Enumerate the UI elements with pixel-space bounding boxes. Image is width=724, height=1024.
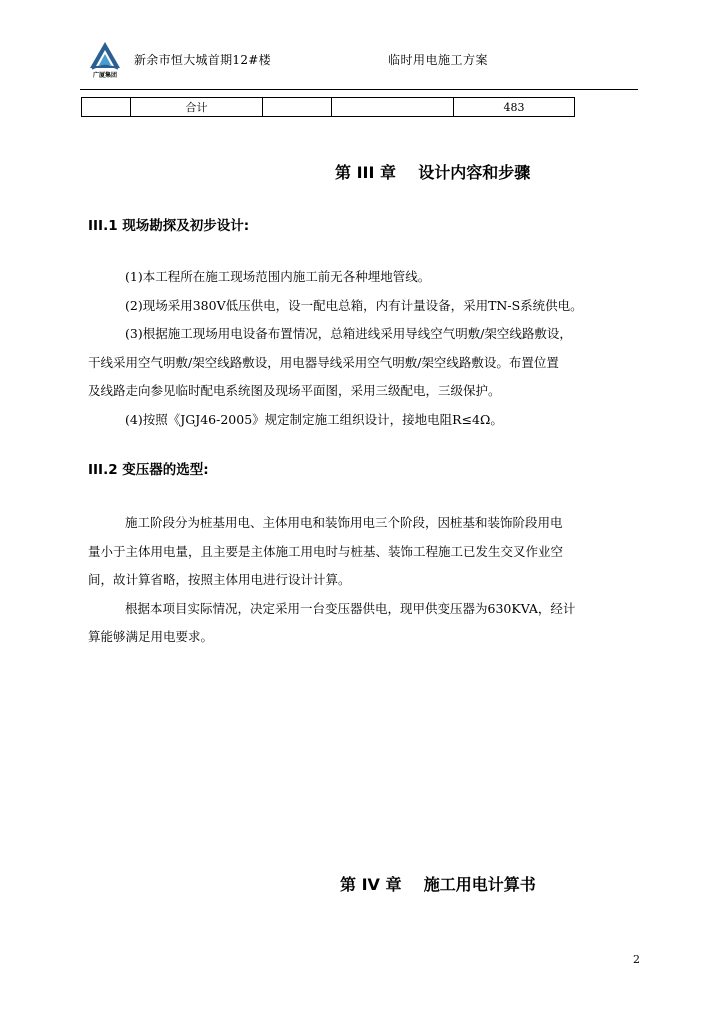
page-header bbox=[88, 38, 638, 90]
document-title: 临时用电施工方案 bbox=[388, 53, 489, 67]
section-3-2-heading: III.2 变压器的选型: bbox=[88, 462, 209, 478]
paragraph-line: 量小于主体用电量，且主要是主体施工用电时与桩基、装饰工程施工已发生交叉作业空 bbox=[88, 543, 564, 559]
paragraph-line: 施工阶段分为桩基用电、主体用电和装饰用电三个阶段，因桩基和装饰阶段用电 bbox=[125, 515, 563, 530]
chapter-4-heading bbox=[340, 872, 536, 895]
svg-text:广厦集团: 广厦集团 bbox=[92, 72, 118, 79]
page-number: 2 bbox=[633, 953, 640, 966]
table-cell-total-label: 合计 bbox=[131, 98, 263, 117]
paragraph-line: (4)按照《JGJ46-2005》规定制定施工组织设计，接地电阻R≤4Ω。 bbox=[125, 411, 503, 427]
company-logo bbox=[88, 40, 122, 82]
paragraph-line: 算能够满足用电要求。 bbox=[88, 629, 214, 644]
chapter-number: 第 IV 章 bbox=[340, 875, 402, 894]
table-cell bbox=[263, 98, 332, 117]
paragraph-line: 干线采用空气明敷/架空线路敷设，用电器导线采用空气明敷/架空线路敷设。布置位置 bbox=[88, 354, 559, 370]
table-cell bbox=[82, 98, 131, 117]
header-rule bbox=[80, 89, 638, 90]
table-row bbox=[82, 98, 575, 117]
section-3-2-body bbox=[88, 509, 648, 652]
chapter-number: 第 III 章 bbox=[335, 163, 397, 182]
table-cell bbox=[332, 98, 454, 117]
table-cell-total-value: 483 bbox=[454, 98, 575, 117]
paragraph-line: 及线路走向参见临时配电系统图及现场平面图，采用三级配电，三级保护。 bbox=[88, 383, 501, 398]
paragraph-line: (2)现场采用380V低压供电，设一配电总箱，内有计量设备，采用TN-S系统供电。 bbox=[125, 297, 583, 313]
paragraph-line: (3)根据施工现场用电设备布置情况，总箱进线采用导线空气明敷/架空线路敷设， bbox=[125, 326, 572, 341]
chapter-3-heading bbox=[335, 160, 530, 183]
chapter-title: 施工用电计算书 bbox=[423, 875, 536, 894]
section-3-1-heading: III.1 现场勘探及初步设计: bbox=[88, 218, 250, 234]
paragraph-line: (1)本工程所在施工现场范围内施工前无各种埋地管线。 bbox=[125, 269, 431, 284]
chapter-title: 设计内容和步骤 bbox=[418, 163, 531, 182]
paragraph-line: 根据本项目实际情况，决定采用一台变压器供电，现甲供变压器为630KVA，经计 bbox=[125, 600, 576, 616]
total-table bbox=[81, 97, 575, 117]
project-name: 新余市恒大城首期12#楼 bbox=[134, 53, 271, 67]
paragraph-line: 间，故计算省略，按照主体用电进行设计计算。 bbox=[88, 572, 351, 587]
section-3-1-body bbox=[88, 263, 648, 434]
